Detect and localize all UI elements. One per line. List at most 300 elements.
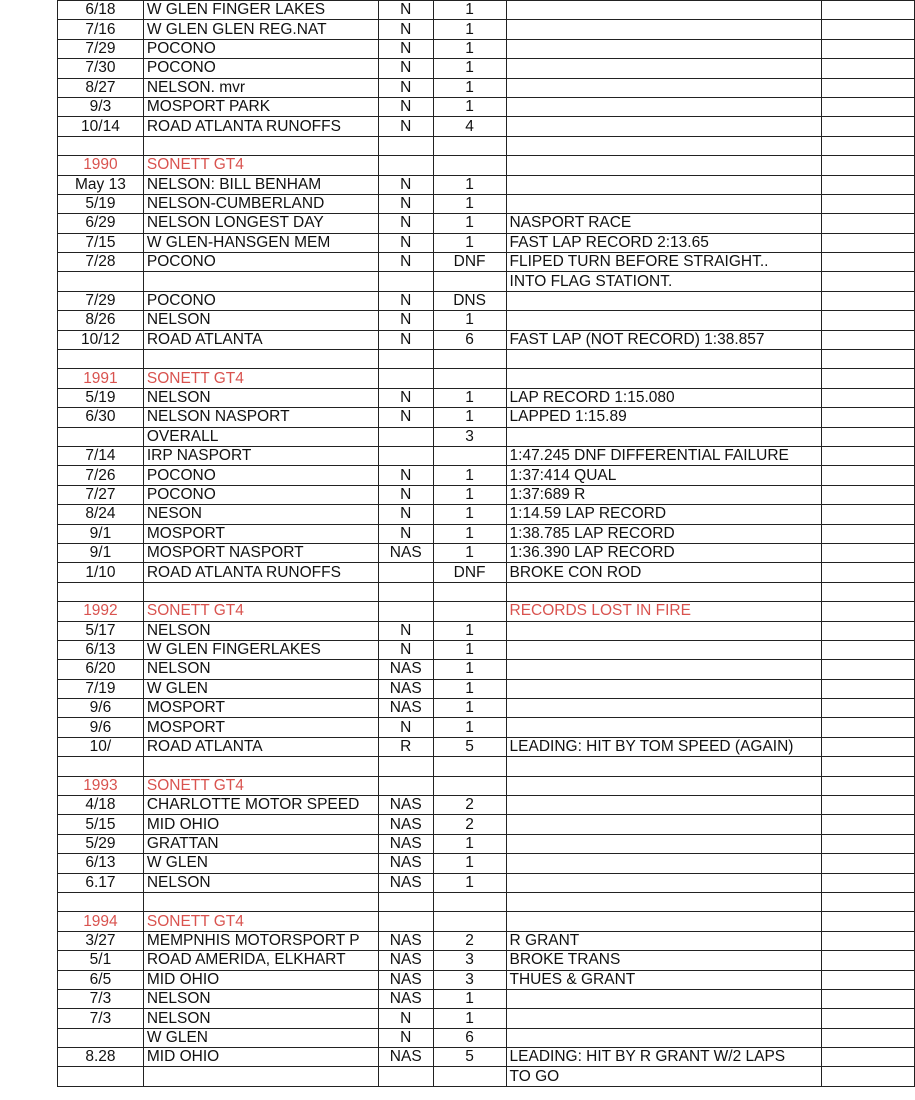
- class-cell: NAS: [378, 679, 433, 698]
- class-cell: N: [378, 233, 433, 252]
- race-row: [58, 505, 915, 524]
- season-header-row: [58, 156, 915, 175]
- note-cell: [506, 815, 822, 834]
- extra-cell: [822, 39, 915, 58]
- class-cell: NAS: [378, 543, 433, 562]
- class-cell: N: [378, 194, 433, 213]
- position-cell: 2: [433, 796, 506, 815]
- season-header-row: [58, 912, 915, 931]
- extra-cell: [822, 272, 915, 291]
- date-cell: 3/27: [58, 931, 144, 950]
- date-cell: 7/28: [58, 253, 144, 272]
- note-cell: BROKE CON ROD: [506, 563, 822, 582]
- race-row: [58, 737, 915, 756]
- note-cell: [506, 156, 822, 175]
- event-cell: NESON: [143, 505, 378, 524]
- extra-cell: [822, 156, 915, 175]
- class-cell: NAS: [378, 951, 433, 970]
- class-cell: N: [378, 621, 433, 640]
- date-cell: 6/29: [58, 214, 144, 233]
- class-cell: N: [378, 214, 433, 233]
- event-cell: NELSON: BILL BENHAM: [143, 175, 378, 194]
- position-cell: 1: [433, 505, 506, 524]
- race-row: [58, 59, 915, 78]
- date-cell: 7/29: [58, 39, 144, 58]
- extra-cell: [822, 543, 915, 562]
- note-cell: [506, 20, 822, 39]
- race-row: [58, 640, 915, 659]
- event-cell: SONETT GT4: [143, 156, 378, 175]
- note-cell: NASPORT RACE: [506, 214, 822, 233]
- date-cell: 6/18: [58, 1, 144, 20]
- event-cell: SONETT GT4: [143, 776, 378, 795]
- class-cell: N: [378, 485, 433, 504]
- position-cell: [433, 446, 506, 465]
- position-cell: [433, 892, 506, 911]
- note-cell: [506, 1028, 822, 1047]
- position-cell: 1: [433, 39, 506, 58]
- event-cell: MOSPORT NASPORT: [143, 543, 378, 562]
- position-cell: 6: [433, 330, 506, 349]
- event-cell: POCONO: [143, 59, 378, 78]
- event-cell: [143, 757, 378, 776]
- race-row: [58, 699, 915, 718]
- date-cell: 8/26: [58, 311, 144, 330]
- position-cell: 1: [433, 175, 506, 194]
- class-cell: [378, 892, 433, 911]
- note-cell: [506, 59, 822, 78]
- event-cell: NELSON: [143, 311, 378, 330]
- race-row: [58, 563, 915, 582]
- class-cell: N: [378, 117, 433, 136]
- date-cell: 4/18: [58, 796, 144, 815]
- race-row: [58, 272, 915, 291]
- extra-cell: [822, 291, 915, 310]
- race-row: [58, 78, 915, 97]
- position-cell: 1: [433, 194, 506, 213]
- class-cell: N: [378, 97, 433, 116]
- extra-cell: [822, 873, 915, 892]
- date-cell: [58, 427, 144, 446]
- class-cell: [378, 446, 433, 465]
- extra-cell: [822, 582, 915, 601]
- extra-cell: [822, 796, 915, 815]
- date-cell: 6/13: [58, 854, 144, 873]
- event-cell: MOSPORT: [143, 524, 378, 543]
- race-row: [58, 466, 915, 485]
- race-row: [58, 311, 915, 330]
- class-cell: N: [378, 466, 433, 485]
- extra-cell: [822, 912, 915, 931]
- note-cell: [506, 427, 822, 446]
- position-cell: 1: [433, 408, 506, 427]
- event-cell: MID OHIO: [143, 1048, 378, 1067]
- race-row: [58, 388, 915, 407]
- date-cell: 6/20: [58, 660, 144, 679]
- date-cell: 5/29: [58, 834, 144, 853]
- extra-cell: [822, 1009, 915, 1028]
- date-cell: 9/1: [58, 524, 144, 543]
- position-cell: 1: [433, 640, 506, 659]
- note-cell: 1:36.390 LAP RECORD: [506, 543, 822, 562]
- class-cell: [378, 427, 433, 446]
- event-cell: ROAD ATLANTA RUNOFFS: [143, 563, 378, 582]
- event-cell: MOSPORT PARK: [143, 97, 378, 116]
- date-cell: 10/12: [58, 330, 144, 349]
- race-row: [58, 20, 915, 39]
- position-cell: 1: [433, 59, 506, 78]
- date-cell: 7/26: [58, 466, 144, 485]
- race-row: [58, 330, 915, 349]
- race-row: [58, 524, 915, 543]
- position-cell: 1: [433, 524, 506, 543]
- class-cell: N: [378, 505, 433, 524]
- race-row: [58, 951, 915, 970]
- date-cell: [58, 1028, 144, 1047]
- date-cell: [58, 582, 144, 601]
- class-cell: [378, 563, 433, 582]
- note-cell: [506, 194, 822, 213]
- event-cell: W GLEN: [143, 1028, 378, 1047]
- date-cell: [58, 350, 144, 369]
- extra-cell: [822, 892, 915, 911]
- date-cell: 1992: [58, 602, 144, 621]
- race-row: [58, 1, 915, 20]
- event-cell: SONETT GT4: [143, 369, 378, 388]
- class-cell: N: [378, 253, 433, 272]
- extra-cell: [822, 466, 915, 485]
- event-cell: W GLEN FINGER LAKES: [143, 1, 378, 20]
- date-cell: 6.17: [58, 873, 144, 892]
- date-cell: 5/19: [58, 194, 144, 213]
- class-cell: [378, 582, 433, 601]
- event-cell: ROAD ATLANTA RUNOFFS: [143, 117, 378, 136]
- event-cell: W GLEN: [143, 854, 378, 873]
- class-cell: [378, 912, 433, 931]
- note-cell: [506, 39, 822, 58]
- class-cell: N: [378, 1028, 433, 1047]
- position-cell: [433, 776, 506, 795]
- event-cell: NELSON. mvr: [143, 78, 378, 97]
- note-cell: [506, 291, 822, 310]
- race-row: [58, 291, 915, 310]
- position-cell: DNS: [433, 291, 506, 310]
- event-cell: POCONO: [143, 466, 378, 485]
- note-cell: 1:47.245 DNF DIFFERENTIAL FAILURE: [506, 446, 822, 465]
- position-cell: 1: [433, 621, 506, 640]
- note-cell: FAST LAP RECORD 2:13.65: [506, 233, 822, 252]
- note-cell: [506, 776, 822, 795]
- extra-cell: [822, 253, 915, 272]
- extra-cell: [822, 834, 915, 853]
- note-cell: [506, 892, 822, 911]
- position-cell: [433, 350, 506, 369]
- event-cell: ROAD AMERIDA, ELKHART: [143, 951, 378, 970]
- extra-cell: [822, 408, 915, 427]
- note-cell: [506, 854, 822, 873]
- race-row: [58, 175, 915, 194]
- position-cell: 3: [433, 427, 506, 446]
- position-cell: 1: [433, 20, 506, 39]
- event-cell: POCONO: [143, 291, 378, 310]
- class-cell: N: [378, 291, 433, 310]
- note-cell: [506, 834, 822, 853]
- class-cell: N: [378, 1009, 433, 1028]
- date-cell: 1993: [58, 776, 144, 795]
- note-cell: [506, 989, 822, 1008]
- race-row: [58, 117, 915, 136]
- extra-cell: [822, 621, 915, 640]
- race-row: [58, 931, 915, 950]
- spacer-row: [58, 757, 915, 776]
- position-cell: 1: [433, 854, 506, 873]
- class-cell: N: [378, 524, 433, 543]
- class-cell: [378, 1067, 433, 1086]
- extra-cell: [822, 485, 915, 504]
- extra-cell: [822, 660, 915, 679]
- position-cell: 1: [433, 78, 506, 97]
- class-cell: R: [378, 737, 433, 756]
- note-cell: [506, 796, 822, 815]
- extra-cell: [822, 369, 915, 388]
- class-cell: NAS: [378, 699, 433, 718]
- class-cell: NAS: [378, 854, 433, 873]
- class-cell: N: [378, 388, 433, 407]
- class-cell: NAS: [378, 873, 433, 892]
- date-cell: 5/1: [58, 951, 144, 970]
- class-cell: N: [378, 311, 433, 330]
- note-cell: BROKE TRANS: [506, 951, 822, 970]
- extra-cell: [822, 117, 915, 136]
- event-cell: [143, 1067, 378, 1086]
- position-cell: [433, 912, 506, 931]
- event-cell: NELSON: [143, 989, 378, 1008]
- position-cell: 5: [433, 737, 506, 756]
- class-cell: NAS: [378, 931, 433, 950]
- event-cell: MOSPORT: [143, 718, 378, 737]
- position-cell: [433, 757, 506, 776]
- event-cell: MOSPORT: [143, 699, 378, 718]
- note-cell: RECORDS LOST IN FIRE: [506, 602, 822, 621]
- extra-cell: [822, 602, 915, 621]
- note-cell: LAP RECORD 1:15.080: [506, 388, 822, 407]
- race-row: [58, 1028, 915, 1047]
- race-row: [58, 1009, 915, 1028]
- extra-cell: [822, 1, 915, 20]
- note-cell: LEADING: HIT BY TOM SPEED (AGAIN): [506, 737, 822, 756]
- note-cell: [506, 718, 822, 737]
- event-cell: NELSON: [143, 873, 378, 892]
- date-cell: [58, 136, 144, 155]
- class-cell: [378, 136, 433, 155]
- extra-cell: [822, 1048, 915, 1067]
- class-cell: N: [378, 39, 433, 58]
- date-cell: 5/15: [58, 815, 144, 834]
- note-cell: [506, 350, 822, 369]
- position-cell: 1: [433, 989, 506, 1008]
- class-cell: NAS: [378, 989, 433, 1008]
- race-row: [58, 718, 915, 737]
- note-cell: 1:14.59 LAP RECORD: [506, 505, 822, 524]
- extra-cell: [822, 59, 915, 78]
- date-cell: 8/24: [58, 505, 144, 524]
- class-cell: NAS: [378, 796, 433, 815]
- race-row: [58, 97, 915, 116]
- position-cell: [433, 136, 506, 155]
- note-cell: [506, 660, 822, 679]
- position-cell: 1: [433, 679, 506, 698]
- spacer-row: [58, 350, 915, 369]
- race-row: [58, 253, 915, 272]
- note-cell: R GRANT: [506, 931, 822, 950]
- extra-cell: [822, 233, 915, 252]
- extra-cell: [822, 1067, 915, 1086]
- note-cell: 1:37:689 R: [506, 485, 822, 504]
- extra-cell: [822, 427, 915, 446]
- race-row: [58, 1048, 915, 1067]
- position-cell: [433, 369, 506, 388]
- date-cell: 7/16: [58, 20, 144, 39]
- note-cell: [506, 369, 822, 388]
- extra-cell: [822, 718, 915, 737]
- note-cell: [506, 117, 822, 136]
- extra-cell: [822, 78, 915, 97]
- class-cell: NAS: [378, 815, 433, 834]
- event-cell: MID OHIO: [143, 815, 378, 834]
- note-cell: [506, 757, 822, 776]
- race-row: [58, 446, 915, 465]
- event-cell: CHARLOTTE MOTOR SPEED: [143, 796, 378, 815]
- date-cell: 7/3: [58, 989, 144, 1008]
- position-cell: 2: [433, 931, 506, 950]
- class-cell: N: [378, 718, 433, 737]
- position-cell: 3: [433, 951, 506, 970]
- season-header-row: [58, 776, 915, 795]
- position-cell: 1: [433, 543, 506, 562]
- date-cell: 7/30: [58, 59, 144, 78]
- extra-cell: [822, 989, 915, 1008]
- race-row: [58, 873, 915, 892]
- extra-cell: [822, 815, 915, 834]
- note-cell: [506, 873, 822, 892]
- extra-cell: [822, 931, 915, 950]
- extra-cell: [822, 951, 915, 970]
- spacer-row: [58, 136, 915, 155]
- event-cell: NELSON: [143, 1009, 378, 1028]
- class-cell: N: [378, 408, 433, 427]
- race-row: [58, 214, 915, 233]
- position-cell: 4: [433, 117, 506, 136]
- date-cell: 1990: [58, 156, 144, 175]
- race-row: [58, 660, 915, 679]
- date-cell: 5/17: [58, 621, 144, 640]
- extra-cell: [822, 194, 915, 213]
- note-cell: TO GO: [506, 1067, 822, 1086]
- position-cell: 1: [433, 97, 506, 116]
- race-results-table: [57, 0, 915, 1087]
- class-cell: N: [378, 20, 433, 39]
- position-cell: 5: [433, 1048, 506, 1067]
- note-cell: [506, 175, 822, 194]
- race-row: [58, 854, 915, 873]
- class-cell: [378, 350, 433, 369]
- date-cell: 9/6: [58, 699, 144, 718]
- date-cell: 6/5: [58, 970, 144, 989]
- date-cell: 1991: [58, 369, 144, 388]
- event-cell: NELSON NASPORT: [143, 408, 378, 427]
- note-cell: THUES & GRANT: [506, 970, 822, 989]
- event-cell: W GLEN GLEN REG.NAT: [143, 20, 378, 39]
- date-cell: 7/15: [58, 233, 144, 252]
- date-cell: 10/14: [58, 117, 144, 136]
- date-cell: 8.28: [58, 1048, 144, 1067]
- extra-cell: [822, 214, 915, 233]
- note-cell: LEADING: HIT BY R GRANT W/2 LAPS: [506, 1048, 822, 1067]
- class-cell: [378, 156, 433, 175]
- position-cell: 1: [433, 388, 506, 407]
- note-cell: 1:37:414 QUAL: [506, 466, 822, 485]
- extra-cell: [822, 311, 915, 330]
- event-cell: [143, 350, 378, 369]
- position-cell: 1: [433, 311, 506, 330]
- race-row: [58, 815, 915, 834]
- race-row: [58, 39, 915, 58]
- extra-cell: [822, 854, 915, 873]
- race-row: [58, 679, 915, 698]
- date-cell: 1/10: [58, 563, 144, 582]
- event-cell: W GLEN FINGERLAKES: [143, 640, 378, 659]
- date-cell: [58, 892, 144, 911]
- event-cell: W GLEN-HANSGEN MEM: [143, 233, 378, 252]
- race-log-sheet: [57, 0, 915, 1087]
- extra-cell: [822, 1028, 915, 1047]
- date-cell: 9/3: [58, 97, 144, 116]
- class-cell: NAS: [378, 660, 433, 679]
- note-cell: [506, 582, 822, 601]
- extra-cell: [822, 136, 915, 155]
- extra-cell: [822, 970, 915, 989]
- race-row: [58, 427, 915, 446]
- position-cell: DNF: [433, 563, 506, 582]
- date-cell: 6/30: [58, 408, 144, 427]
- note-cell: LAPPED 1:15.89: [506, 408, 822, 427]
- position-cell: 1: [433, 1, 506, 20]
- note-cell: [506, 136, 822, 155]
- position-cell: 1: [433, 834, 506, 853]
- event-cell: ROAD ATLANTA: [143, 737, 378, 756]
- event-cell: MEMPNHIS MOTORSPORT P: [143, 931, 378, 950]
- date-cell: 7/29: [58, 291, 144, 310]
- class-cell: N: [378, 59, 433, 78]
- extra-cell: [822, 757, 915, 776]
- extra-cell: [822, 563, 915, 582]
- extra-cell: [822, 524, 915, 543]
- extra-cell: [822, 175, 915, 194]
- position-cell: 1: [433, 660, 506, 679]
- event-cell: [143, 136, 378, 155]
- extra-cell: [822, 640, 915, 659]
- position-cell: 6: [433, 1028, 506, 1047]
- event-cell: [143, 272, 378, 291]
- race-row: [58, 621, 915, 640]
- note-cell: [506, 78, 822, 97]
- position-cell: 1: [433, 699, 506, 718]
- position-cell: [433, 602, 506, 621]
- date-cell: [58, 272, 144, 291]
- season-header-row: [58, 369, 915, 388]
- note-cell: FLIPED TURN BEFORE STRAIGHT..: [506, 253, 822, 272]
- position-cell: 1: [433, 873, 506, 892]
